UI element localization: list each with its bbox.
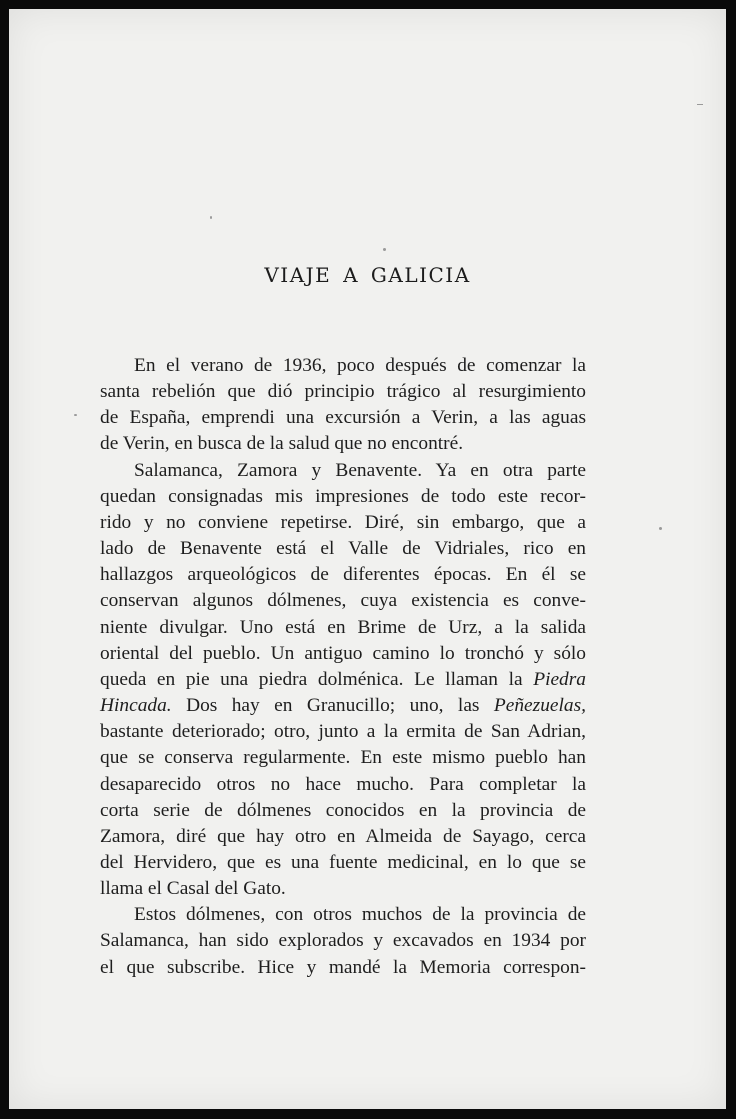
text-line: corta serie de dólmenes conocidos en la provincia de: [100, 799, 586, 821]
italic-term: Peñezuelas,: [493, 695, 586, 717]
scan-speck: [74, 414, 77, 416]
text-line: que se conserva regularmente. En este mismo pueblo han: [100, 747, 586, 769]
text-line: rido y no conviene repetirse. Diré, sin embargo, que a: [100, 511, 586, 533]
paragraph-1: [100, 353, 586, 458]
document-page: [9, 9, 726, 1109]
text-line: [100, 667, 586, 693]
text-line: Salamanca, han sido explorados y excavados en 1934 por: [100, 930, 586, 952]
text-line: santa rebelión que dió principio trágico al resurgimiento: [100, 381, 586, 403]
text-line: de Verin, en busca de la salud que no encontré.: [100, 433, 464, 455]
paragraph-3: [100, 902, 586, 980]
text-line: del Hervidero, que es una fuente medicinal, en lo que se: [100, 851, 586, 873]
text-line: hallazgos arqueológicos de diferentes épocas. En él se: [100, 564, 586, 586]
italic-term: Hincada.: [100, 695, 172, 717]
text-line: llama el Casal del Gato.: [100, 878, 286, 900]
text-line: Salamanca, Zamora y Benavente. Ya en otra parte: [134, 459, 586, 481]
text-line: lado de Benavente está el Valle de Vidriales, rico en: [100, 538, 586, 560]
text-line: bastante deteriorado; otro, junto a la ermita de San Adrian,: [100, 721, 586, 743]
text-line: oriental del pueblo. Un antiguo camino lo tronchó y sólo: [100, 642, 586, 664]
text-line: niente divulgar. Uno está en Brime de Urz, a la salida: [100, 616, 586, 638]
scan-speck: [383, 248, 386, 251]
line-text: queda en pie una piedra dolménica. Le llaman la: [100, 668, 523, 690]
scan-speck: [210, 216, 212, 219]
text-line: quedan consignadas mis impresiones de todo este recor-: [100, 485, 586, 507]
line-text: Dos hay en Granucillo; uno, las: [186, 695, 480, 717]
text-line: conservan algunos dólmenes, cuya existencia es conve-: [100, 590, 586, 612]
text-line: [100, 693, 586, 719]
text-line: Zamora, diré que hay otro en Almeida de Sayago, cerca: [100, 825, 586, 847]
text-line: En el verano de 1936, poco después de comenzar la: [134, 355, 586, 376]
italic-term: Piedra: [533, 668, 586, 690]
scan-speck: [697, 104, 703, 105]
text-line: Estos dólmenes, con otros muchos de la provincia de: [134, 904, 586, 926]
text-line: de España, emprendi una excursión a Verin, a las aguas: [100, 407, 586, 429]
text-line: desaparecido otros no hace mucho. Para completar la: [100, 773, 586, 795]
page-title: VIAJE A GALICIA: [264, 263, 471, 287]
text-line: el que subscribe. Hice y mandé la Memoria correspon-: [100, 956, 586, 978]
body-text: [100, 353, 586, 981]
paragraph-2: [100, 458, 586, 903]
scan-speck: [659, 527, 662, 530]
